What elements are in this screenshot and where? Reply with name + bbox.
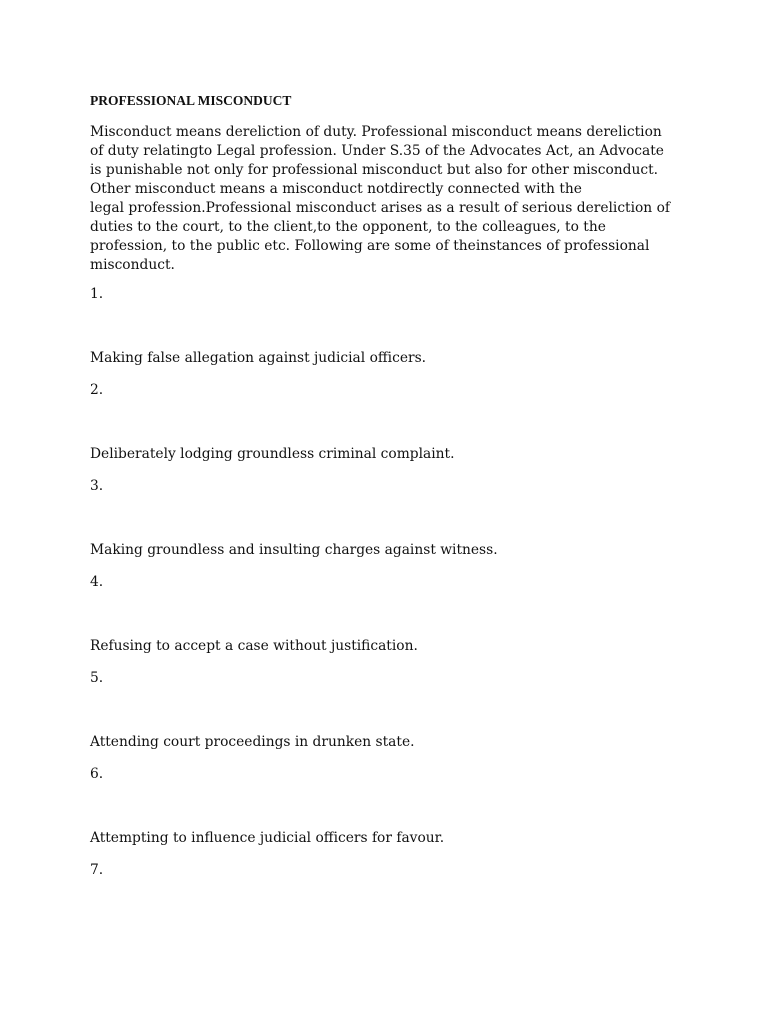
- intro-line: profession, to the public etc. Following are some of theinstances of professional: [90, 238, 650, 254]
- list-item-number: 3.: [90, 478, 104, 494]
- document-page: [90, 93, 680, 880]
- list-item-text: Refusing to accept a case without justification.: [90, 638, 418, 654]
- intro-paragraph: [90, 123, 680, 275]
- list-item-text: Attending court proceedings in drunken state.: [90, 734, 415, 750]
- intro-line: misconduct.: [90, 257, 175, 273]
- intro-line: legal profession.Professional misconduct arises as a result of serious dereliction of: [90, 200, 670, 216]
- list-item-number: 6.: [90, 766, 104, 782]
- list-item-number: 1.: [90, 286, 104, 302]
- list-item-text: Attempting to influence judicial officers for favour.: [90, 830, 445, 846]
- intro-line: Misconduct means dereliction of duty. Professional misconduct means dereliction: [90, 124, 662, 140]
- intro-line: is punishable not only for professional misconduct but also for other misconduct.: [90, 162, 659, 178]
- intro-line: duties to the court, to the client,to the opponent, to the colleagues, to the: [90, 219, 606, 235]
- intro-line: of duty relatingto Legal profession. Under S.35 of the Advocates Act, an Advocate: [90, 143, 664, 159]
- list-item-text: Deliberately lodging groundless criminal complaint.: [90, 446, 455, 462]
- list-item-text: Making false allegation against judicial officers.: [90, 350, 427, 366]
- intro-line: Other misconduct means a misconduct notdirectly connected with the: [90, 181, 582, 197]
- list-item-number: 5.: [90, 670, 104, 686]
- list-item-number: 2.: [90, 382, 104, 398]
- list-item-number: 7.: [90, 862, 104, 878]
- list-item-text: Making groundless and insulting charges against witness.: [90, 542, 498, 558]
- instances-list: [90, 285, 680, 880]
- document-title: PROFESSIONAL MISCONDUCT: [90, 93, 292, 108]
- list-item-number: 4.: [90, 574, 104, 590]
